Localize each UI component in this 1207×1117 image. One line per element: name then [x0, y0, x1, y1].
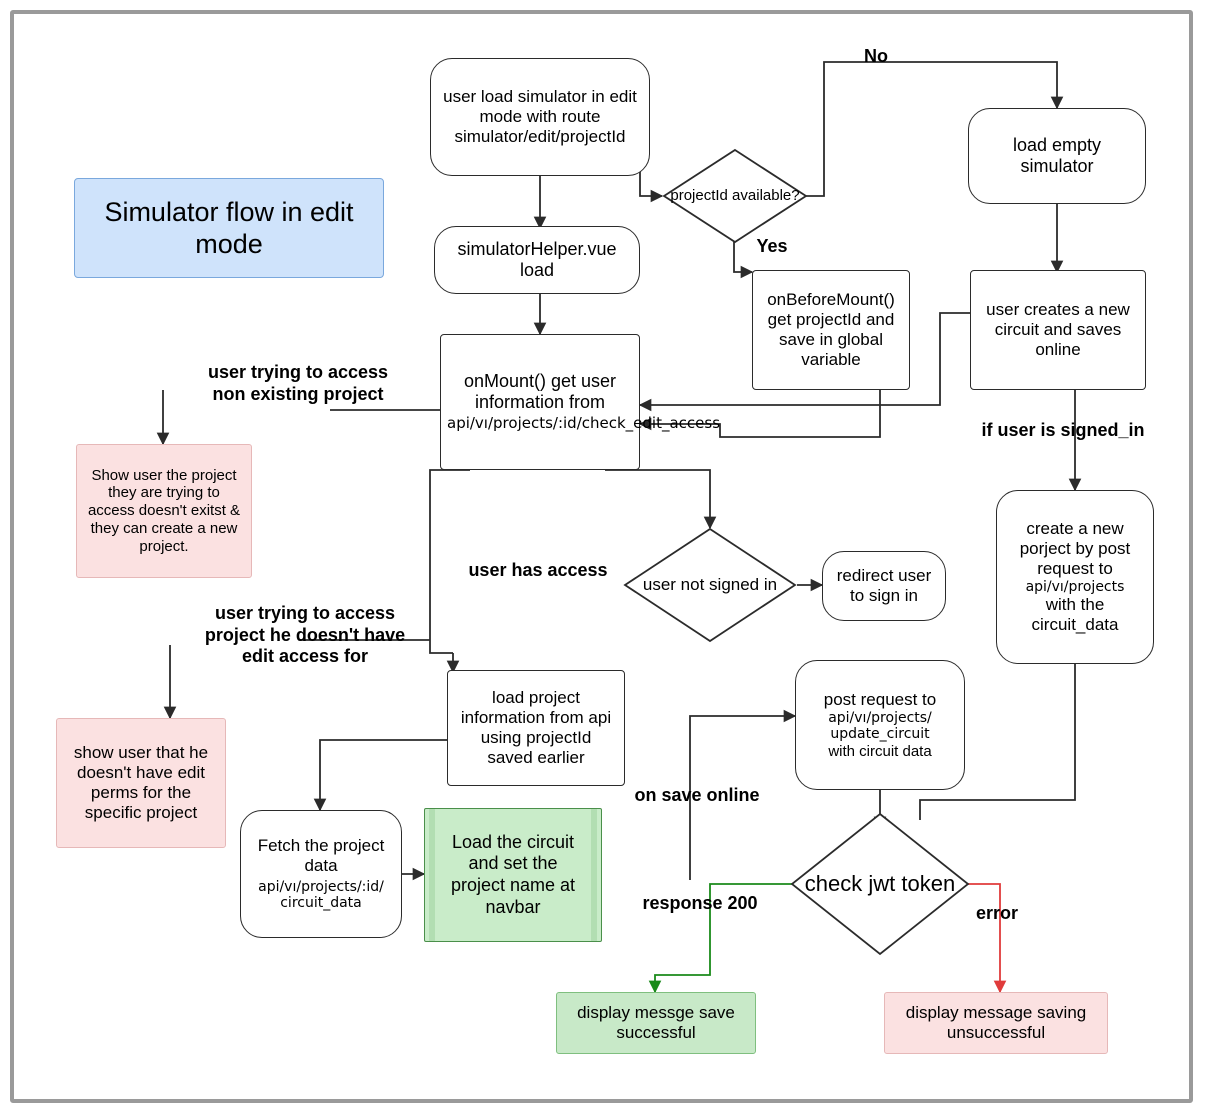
node-simulator-helper: simulatorHelper.vue load: [434, 226, 640, 294]
edge-label-response-200: response 200: [642, 893, 758, 913]
node-on-before-mount: onBeforeMount() get projectId and save in global variable: [752, 270, 910, 390]
node-user-not-signed-in: user not signed in: [623, 527, 797, 643]
node-post-update-circuit: post request to api/vı/projects/ update_circuit with circuit data: [795, 660, 965, 790]
node-projectid-available: projectId available?: [662, 148, 808, 244]
node-create-new-project: create a new porject by post request to api/vı/projects with the circuit_data: [996, 490, 1154, 664]
edge-label-user-trying-non-existing: user trying to access non existing project: [207, 362, 389, 404]
node-show-non-existing-project: Show user the project they are trying to access doesn't exitst & they can create a new project.: [76, 444, 252, 578]
edge-label-error: error: [975, 903, 1019, 923]
node-display-save-successful: display messge save successful: [556, 992, 756, 1054]
node-load-empty-simulator: load empty simulator: [968, 108, 1146, 204]
node-load-circuit-set-name: Load the circuit and set the project name at navbar: [424, 808, 602, 942]
node-user-load-simulator: user load simulator in edit mode with route simulator/edit/projectId: [430, 58, 650, 176]
node-on-mount: onMount() get user information from api/vı/projects/:id/check_edit_access: [440, 334, 640, 470]
edge-label-user-has-access: user has access: [468, 560, 608, 580]
edge-label-yes: Yes: [756, 236, 788, 256]
node-fetch-project-data: Fetch the project data api/vı/projects/:id/ circuit_data: [240, 810, 402, 938]
node-display-save-unsuccessful: display message saving unsuccessful: [884, 992, 1108, 1054]
diagram-title: Simulator flow in edit mode: [74, 178, 384, 278]
edge-label-if-user-signed-in: if user is signed_in: [981, 420, 1145, 440]
edge-label-on-save-online: on save online: [634, 785, 760, 805]
node-show-no-edit-perms: show user that he doesn't have edit perms for the specific project: [56, 718, 226, 848]
edge-label-user-trying-no-edit: user trying to access project he doesn't have edit access for: [204, 603, 406, 667]
edge-label-no: No: [864, 46, 888, 66]
node-redirect-sign-in: redirect user to sign in: [822, 551, 946, 621]
node-check-jwt-token: check jwt token: [790, 812, 970, 956]
node-user-creates-circuit: user creates a new circuit and saves online: [970, 270, 1146, 390]
node-load-project-information: load project information from api using projectId saved earlier: [447, 670, 625, 786]
